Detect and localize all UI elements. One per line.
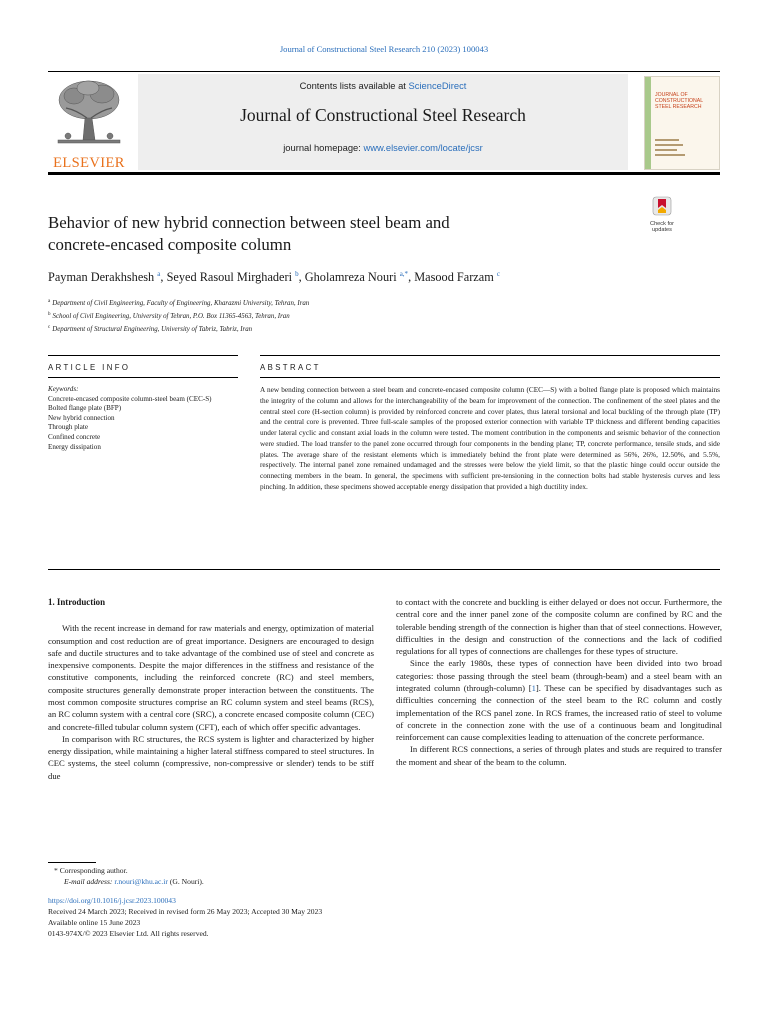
cover-line — [655, 139, 679, 141]
elsevier-tree-icon — [54, 78, 124, 150]
abstract-heading: ABSTRACT — [260, 363, 321, 372]
email-note — [48, 876, 720, 887]
paragraph: In different RCS connections, a series of through plates and studs are required to transfer the moment and shear of the beam to the column. — [396, 744, 722, 767]
email-link[interactable]: r.nouri@khu.ac.ir — [114, 877, 168, 886]
divider — [48, 355, 238, 356]
doi-link[interactable]: https://doi.org/10.1016/j.jcsr.2023.100043 — [48, 896, 176, 905]
available-online: Available online 15 June 2023 — [48, 918, 141, 927]
author-name[interactable]: Masood Farzam — [414, 270, 494, 284]
paragraph-text: ]. These can be specified by disadvantages such as difficulties concerning the connection of the steel beam to the RC column and costly implementation of the RCS panel zone. In RCS frames, the increased ratio of steel to volume of concrete in the connection zone with the use of a continuous beam and longitudinal reinforcement can cause complexities leading to attenuation of the concrete performance. — [396, 682, 722, 743]
footnotes — [48, 865, 720, 939]
paragraph-text: Since the early 1980s, these types of connection have been divided into two broad categories: those passing through the steel beam (through-beam) and a steel beam with an integrated column (through-column) [ — [396, 658, 722, 693]
journal-cover-thumbnail[interactable] — [644, 76, 720, 170]
affil-label: a — [48, 299, 51, 304]
keywords-label: Keywords: — [48, 385, 79, 393]
affil-text: School of Civil Engineering, University of Tehran, P.O. Box 11365-4563, Tehran, Iran — [52, 313, 290, 320]
author-name[interactable]: Seyed Rasoul Mirghaderi — [166, 270, 293, 284]
cover-line — [655, 149, 677, 151]
citation-link[interactable]: 1 — [531, 682, 536, 693]
keyword[interactable]: Confined concrete — [48, 432, 101, 441]
affil-label: c — [48, 325, 51, 330]
keyword[interactable]: Concrete-encased composite column-steel beam (CEC-S) — [48, 394, 212, 403]
keyword[interactable]: Bolted flange plate (BFP) — [48, 404, 122, 413]
affil-marker[interactable]: c — [496, 270, 500, 278]
affiliation — [48, 322, 720, 335]
keyword[interactable]: Through plate — [48, 423, 88, 432]
elsevier-logo[interactable] — [48, 78, 130, 172]
footnote-divider — [48, 862, 96, 863]
affil-label: b — [48, 312, 51, 317]
divider — [48, 377, 238, 378]
journal-reference[interactable]: Journal of Constructional Steel Research 210 (2023) 100043 — [279, 44, 489, 54]
affiliation — [48, 296, 720, 309]
affiliations — [48, 296, 720, 335]
keyword[interactable]: Energy dissipation — [48, 442, 101, 451]
corresponding-author-note: * Corresponding author. — [54, 866, 128, 875]
homepage-link[interactable]: www.elsevier.com/locate/jcsr — [363, 142, 483, 153]
copyright: 0143-974X/© 2023 Elsevier Ltd. All rights reserved. — [48, 929, 209, 938]
check-updates-line2: updates — [652, 227, 672, 233]
journal-masthead — [138, 74, 628, 170]
check-updates-icon — [652, 196, 672, 216]
divider — [260, 355, 720, 356]
contents-line — [138, 80, 628, 91]
check-updates-line1: Check for — [650, 221, 674, 227]
paragraph: In comparison with RC structures, the RCS system is lighter and characterized by higher energy dissipation, while maintaining a higher lateral stiffness compared to steel structures. In CEC systems, the steel column (compressive, non-compressive or slender) tends to be stiff due — [48, 733, 374, 781]
body-column-left — [48, 596, 374, 782]
elsevier-wordmark: ELSEVIER — [53, 155, 125, 171]
divider — [48, 569, 720, 570]
email-suffix: (G. Nouri). — [167, 877, 204, 886]
homepage-prefix: journal homepage: — [283, 142, 364, 153]
affiliation — [48, 309, 720, 322]
journal-header — [48, 71, 720, 175]
title-line: concrete-encased composite column — [48, 235, 292, 254]
author-name[interactable]: Payman Derakhshesh — [48, 270, 155, 284]
author-list: Payman Derakhshesh $^a$, Seyed Rasoul Mirghaderi $^b$, Gholamreza Nouri $^{a,*}$, Masood Farzam $^c$ — [48, 270, 500, 284]
cover-stripe — [645, 77, 651, 169]
body-column-right — [396, 596, 722, 768]
cover-line — [655, 144, 683, 146]
abstract-text: A new bending connection between a steel beam and concrete-encased composite column (CEC—S) with a bolted flange plate is proposed which maintains the integrity of the column and allows for the interchangeability of the beam for improvement of the connection. The confinement of the steel plates and the central steel core (H-section column) is provided by reinforced concrete and cover plates, thus lateral torsional and local buckling of the through plate (TP) and the central core is prevented. Three full-scale samples of the proposed exterior connection with variable TP thickness and different bending capacities under lateral cyclic and constant axial loads in the column were tested. The moment contribution in the components and seismic behavior of the connection were studied. The load transfer to the panel zone occurred through four components in the bending plane; TP, concrete performance, tensile studs, and side plates. The average share of the resistant elements which is immediately behind the front plate were determined as 56%, 26%, 12.50%, and 5.5%, respectively. The internal panel zone remained undamaged and the stresses were below the yield limit, so that the plastic hinge could occur outside the connecting members in the beam. In general, the specimens with sufficient pre-tensioning in the connection bolts had stable hysteresis curves and less pinching. In addition, these specimens showed acceptable energy dissipation that provided a high ductility index. — [260, 386, 720, 491]
affil-text: Department of Structural Engineering, University of Tabriz, Tabriz, Iran — [52, 326, 253, 333]
keywords-block — [48, 385, 238, 452]
contents-prefix: Contents lists available at — [299, 80, 409, 91]
paragraph: With the recent increase in demand for raw materials and energy, optimization of material consumption and cost reduction are of great importance. Designers are encouraged to design safe and ductile structures and to take advantage of the combined use of steel and concrete as inexpensive components. Despite the major differences in the stiffness and resistance of the constitutive components, including the reinforced concrete (RC) and steel members, composite structures generally demonstrate proper interaction between the constituents. The most common composite structures comprise an RC column system and steel beams (RCS), an RC column system with a central core (SRC), a concrete encased composite column (CEC) and concrete-filled tubular column system (CFT), each of which offer specific advantages. — [48, 623, 374, 732]
affil-text: Department of Civil Engineering, Faculty of Engineering, Kharazmi University, Tehran, Iran — [52, 300, 310, 307]
affil-marker[interactable]: a — [157, 270, 161, 278]
cover-line — [655, 154, 685, 156]
check-for-updates-button[interactable] — [646, 196, 678, 233]
sciencedirect-link[interactable]: ScienceDirect — [408, 80, 467, 91]
journal-title[interactable]: Journal of Constructional Steel Research — [240, 105, 526, 125]
received-dates: Received 24 March 2023; Received in revised form 26 May 2023; Accepted 30 May 2023 — [48, 907, 323, 916]
title-line: Behavior of new hybrid connection between steel beam and — [48, 213, 450, 232]
article-info-heading: ARTICLE INFO — [48, 363, 131, 372]
section-title: 1. Introduction — [48, 597, 106, 607]
homepage-line — [138, 142, 628, 153]
paragraph: to contact with the concrete and buckling is either delayed or does not occur. Furthermore, the central core and the inner panel zone of the composite column are confined by RC and the tolerable bending strength of the connection is higher than that of steel connections. However, difficulties in the design and construction of the connections and the lack of codified regulations for all types of connections are challenges for these types of structure. — [396, 597, 722, 657]
email-label: E-mail address: — [64, 877, 115, 886]
cover-title: JOURNAL OF CONSTRUCTIONAL STEEL RESEARCH — [655, 92, 703, 110]
author-name[interactable]: Gholamreza Nouri — [304, 270, 397, 284]
keyword[interactable]: New hybrid connection — [48, 413, 115, 422]
article-title — [48, 212, 608, 256]
affil-marker[interactable]: b — [295, 270, 299, 278]
paragraph — [396, 657, 722, 743]
divider — [260, 377, 720, 378]
affil-marker[interactable]: a,* — [399, 270, 409, 278]
